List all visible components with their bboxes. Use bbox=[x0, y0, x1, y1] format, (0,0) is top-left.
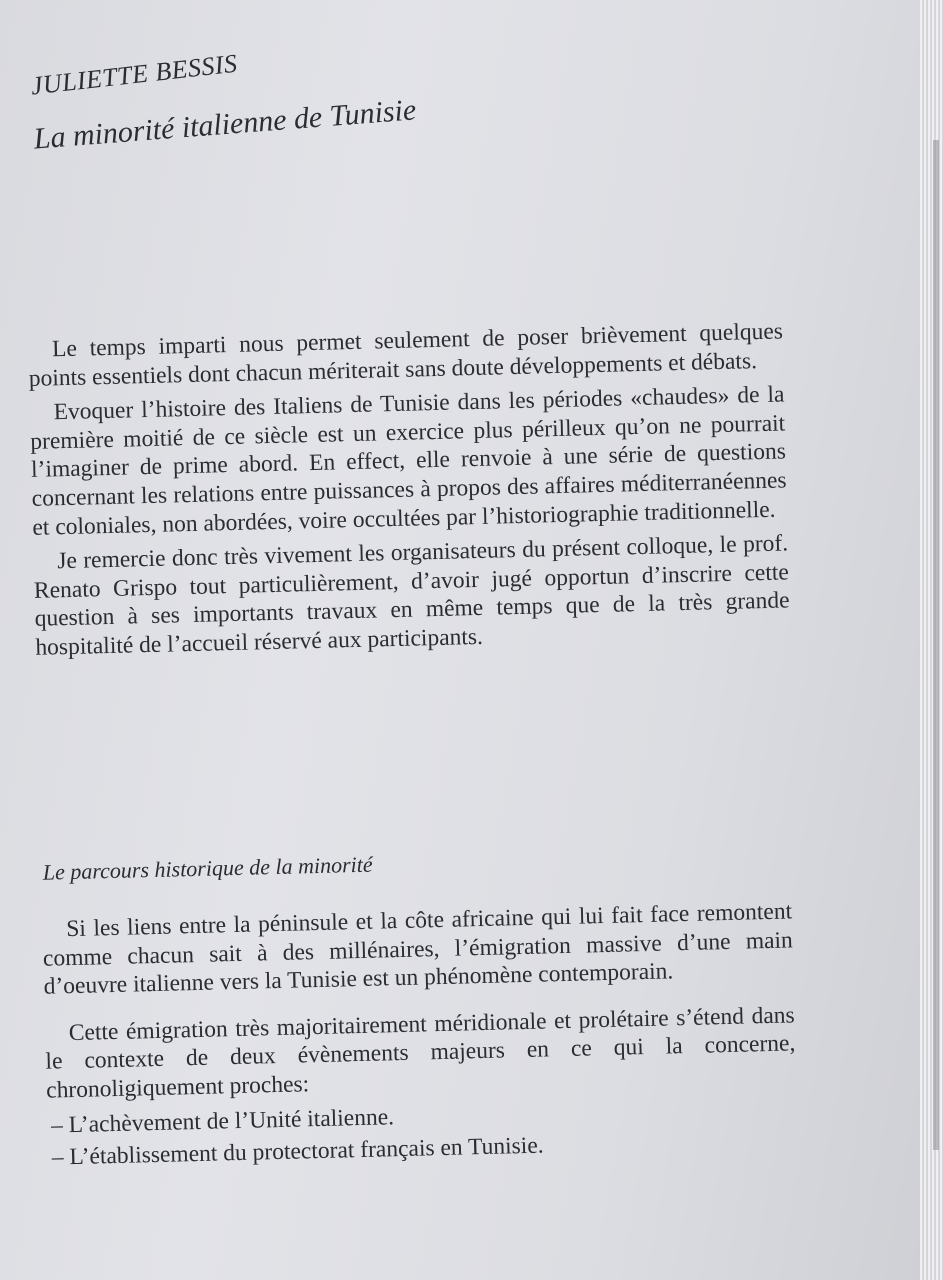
article-title: La minorité italienne de Tunisie bbox=[32, 93, 418, 156]
section-text bbox=[42, 897, 798, 1176]
section-paragraph-2: Cette émigration très majoritairement méridionale et prolétaire s’étend dans le contexte de deux évènements majeurs en ce qui la concerne, chronoligiquement proches: bbox=[45, 1002, 796, 1104]
binding-shadow bbox=[933, 140, 939, 1150]
section-heading: Le parcours historique de la minorité bbox=[42, 851, 373, 885]
intro-paragraph-1: Le temps imparti nous permet seulement de poser brièvement quelques points essentiels dont chacun mériterait sans doute développements et débats. bbox=[28, 318, 784, 392]
event-list bbox=[47, 1093, 798, 1172]
page-edge bbox=[920, 0, 943, 1280]
list-item: – L’établissement du protectorat français en Tunisie. bbox=[48, 1125, 798, 1172]
page-content bbox=[20, 0, 796, 1171]
intro-text bbox=[28, 317, 791, 668]
intro-paragraph-2: Evoquer l’histoire des Italiens de Tunisie dans les périodes «chaudes» de la première moitié de ce siècle est un exercice plus périlleux qu’on ne pourrait l’imaginer de prime abord. En effect, elle renvoie à une série de questions concernant les relations entre puissances à propos des affaires méditerranéennes et coloniales, non abordées, voire occultées par l’historiographie traditionnelle. bbox=[30, 381, 787, 541]
list-item: – L’achèvement de l’Unité italienne. bbox=[47, 1093, 797, 1140]
author-name: JULIETTE BESSIS bbox=[29, 48, 239, 101]
section-paragraph-1: Si les liens entre la péninsule et la côte africaine qui lui fait face remontent comme chacun sait à des millénaires, l’émigration massive d’une main d’oeuvre italienne vers la Tunisie est un phénomène contemporain. bbox=[42, 898, 794, 1000]
intro-paragraph-3: Je remercie donc très vivement les organisateurs du présent colloque, le prof. Renato Grispo tout particulièrement, d’avoir jugé opportun d’inscrire cette question à ses importants travaux en même temps que de la très grande hospitalité de l’accueil réservé aux participants. bbox=[33, 530, 790, 661]
